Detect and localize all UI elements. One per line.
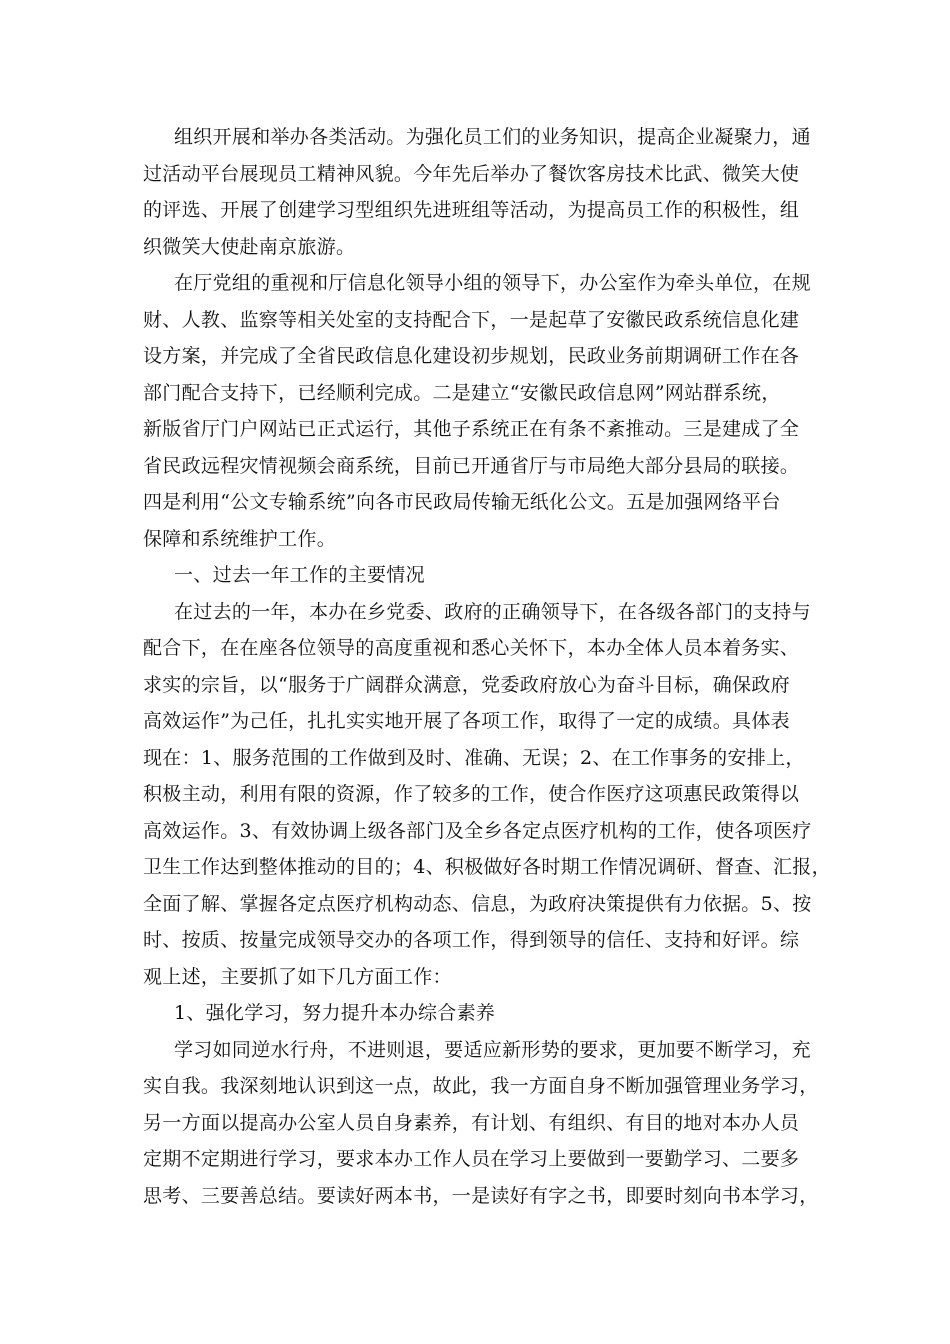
text-line: 的评选、开展了创建学习型组织先进班组等活动，为提高员工作的积极性，组 [143,199,800,221]
text-line: 全面了解、掌握各定点医疗机构动态、信息，为政府决策提供有力依据。5、按 [143,892,812,915]
text-line: 学习如同逆水行舟，不进则退，要适应新形势的要求，更加要不断学习，充 [174,1038,811,1061]
text-line: 织微笑大使赴南京旅游。 [143,235,356,258]
text-line: 思考、三要善总结。要读好两本书，一是读好有字之书，即要时刻向书本学习， [143,1184,819,1207]
text-line: 观上述，主要抓了如下几方面工作： [143,965,452,988]
text-line: 另一方面以提高办公室人员自身素养，有计划、有组织、有目的地对本办人员 [143,1111,800,1134]
text-line: 省民政远程灾情视频会商系统，目前已开通省厅与市局绝大部分县局的联接。 [143,454,800,477]
text-line: 部门配合支持下，已经顺利完成。二是建立“安徽民政信息网”网站群系统， [143,381,781,404]
text-line: 实自我。我深刻地认识到这一点，故此，我一方面自身不断加强管理业务学习， [143,1075,819,1097]
text-line: 组织开展和举办各类活动。为强化员工们的业务知识，提高企业凝聚力，通 [174,126,811,148]
text-line: 财、人教、监察等相关处室的支持配合下，一是起草了安徽民政系统信息化建 [143,308,800,331]
document-body [143,119,831,1214]
text-line: 卫生工作达到整体推动的目的；4、积极做好各时期工作情况调研、督查、汇报， [143,856,831,878]
text-line: 新版省厅门户网站已正式运行，其他子系统正在有条不紊推动。三是建成了全 [143,418,800,440]
text-line: 在过去的一年，本办在乡党委、政府的正确领导下，在各级各部门的支持与 [174,600,811,623]
text-line: 积极主动，利用有限的资源，作了较多的工作，使合作医疗这项惠民政策得以 [143,783,800,805]
text-line: 时、按质、按量完成领导交办的各项工作，得到领导的信任、支持和好评。综 [143,929,800,951]
text-line: 在厅党组的重视和厅信息化领导小组的领导下，办公室作为牵头单位，在规 [174,272,811,294]
text-line: 一、过去一年工作的主要情况 [174,564,425,586]
text-line: 设方案，并完成了全省民政信息化建设初步规划，民政业务前期调研工作在各 [143,345,800,367]
text-line: 高效运作。3、有效协调上级各部门及全乡各定点医疗机构的工作，使各项医疗 [143,819,812,842]
text-line: 定期不定期进行学习，要求本办工作人员在学习上要做到一要勤学习、二要多 [143,1148,800,1170]
text-line: 1、强化学习，努力提升本办综合素养 [174,1002,496,1024]
text-line: 现在：1、服务范围的工作做到及时、准确、无误；2、在工作事务的安排上， [143,746,805,769]
text-line: 求实的宗旨，以“服务于广阔群众满意，党委政府放心为奋斗目标，确保政府 [143,673,790,696]
text-line: 四是利用“公文专输系统”向各市民政局传输无纸化公文。五是加强网络平台 [143,491,781,513]
text-line: 配合下，在在座各位领导的高度重视和悉心关怀下，本办全体人员本着务实、 [143,637,800,659]
text-line: 过活动平台展现员工精神风貌。今年先后举办了餐饮客房技术比武、微笑大使 [143,162,800,185]
text-line: 保障和系统维护工作。 [143,527,337,550]
text-line: 高效运作”为己任，扎扎实实地开展了各项工作，取得了一定的成绩。具体表 [143,710,790,732]
